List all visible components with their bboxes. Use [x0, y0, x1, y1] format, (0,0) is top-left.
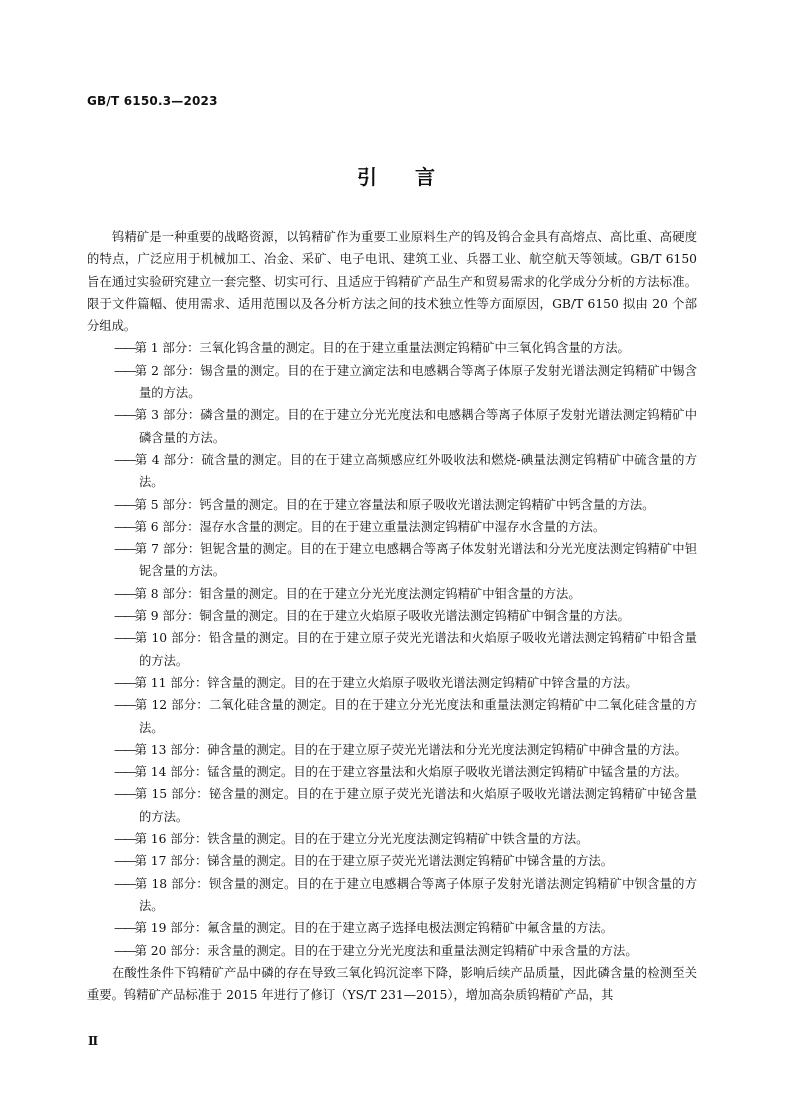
- intro-paragraph: 钨精矿是一种重要的战略资源，以钨精矿作为重要工业原料生产的钨及钨合金具有高熔点、高比重、高硬度的特点，广泛应用于机械加工、冶金、采矿、电子电讯、建筑工业、兵器工业、航空航天等领域。GB/T 6150 旨在通过实验研究建立一套完整、切实可行、且适应于钨精矿产品生产和贸易需求的化学成分分析的方法标准。限于文件篇幅、使用需求、适用范围以及各分析方法之间的技术独立性等方面原因，GB/T 6150 拟由 20 个部分组成。: [87, 230, 697, 334]
- list-item: [87, 694, 697, 739]
- body-text: [87, 226, 697, 1006]
- list-item-text: 第 12 部分：二氧化硅含量的测定。目的在于建立分光光度法和重量法测定钨精矿中二氧化硅含量的方法。: [134, 698, 697, 735]
- list-dash: ——: [114, 408, 135, 423]
- list-dash: ——: [114, 586, 135, 601]
- list-item: [87, 873, 697, 918]
- list-dash: ——: [114, 609, 135, 624]
- list-item-text: 第 8 部分：钼含量的测定。目的在于建立分光光度法测定钨精矿中钼含量的方法。: [134, 586, 581, 601]
- list-item-text: 第 20 部分：汞含量的测定。目的在于建立分光光度法和重量法测定钨精矿中汞含量的方法。: [134, 943, 638, 958]
- list-dash: ——: [114, 765, 135, 780]
- parts-list: [87, 337, 697, 961]
- list-item-text: 第 17 部分：锑含量的测定。目的在于建立原子荧光光谱法测定钨精矿中锑含量的方法。: [134, 854, 614, 869]
- list-item: [87, 850, 697, 872]
- list-item: [87, 605, 697, 627]
- list-item-text: 第 11 部分：锌含量的测定。目的在于建立火焰原子吸收光谱法测定钨精矿中锌含量的方法。: [134, 675, 638, 690]
- list-item-text: 第 6 部分：湿存水含量的测定。目的在于建立重量法测定钨精矿中湿存水含量的方法。: [134, 519, 606, 534]
- list-dash: ——: [114, 363, 135, 378]
- list-item: [87, 583, 697, 605]
- list-item: [87, 538, 697, 583]
- list-item: [87, 783, 697, 828]
- list-item-text: 第 9 部分：铜含量的测定。目的在于建立火焰原子吸收光谱法测定钨精矿中铜含量的方法。: [134, 609, 630, 624]
- list-item: [87, 940, 697, 962]
- list-item: [87, 337, 697, 359]
- list-dash: ——: [114, 787, 135, 802]
- list-item-text: 第 10 部分：铅含量的测定。目的在于建立原子荧光光谱法和火焰原子吸收光谱法测定钨精矿中铅含量的方法。: [134, 631, 697, 668]
- document-code: GB/T 6150.3—2023: [87, 94, 218, 108]
- page-number: Ⅱ: [88, 1034, 99, 1048]
- list-dash: ——: [114, 675, 135, 690]
- list-item: [87, 404, 697, 449]
- page-title: 引言: [357, 165, 473, 189]
- closing-paragraph: 在酸性条件下钨精矿产品中磷的存在导致三氧化钨沉淀率下降，影响后续产品质量，因此磷含量的检测至关重要。钨精矿产品标准于 2015 年进行了修订（YS/T 231—2015），增加高杂质钨精矿产品，其: [87, 965, 697, 1003]
- list-item-text: 第 4 部分：硫含量的测定。目的在于建立高频感应红外吸收法和燃烧-碘量法测定钨精矿中硫含量的方法。: [134, 452, 697, 490]
- list-item: [87, 739, 697, 761]
- list-item-text: 第 13 部分：砷含量的测定。目的在于建立原子荧光光谱法和分光光度法测定钨精矿中砷含量的方法。: [134, 742, 687, 757]
- list-dash: ——: [114, 876, 135, 891]
- list-dash: ——: [114, 341, 135, 356]
- list-item: [87, 627, 697, 672]
- list-item-text: 第 14 部分：锰含量的测定。目的在于建立容量法和火焰原子吸收光谱法测定钨精矿中锰含量的方法。: [134, 765, 687, 780]
- list-item: [87, 449, 697, 494]
- list-dash: ——: [114, 631, 135, 646]
- list-dash: ——: [114, 452, 135, 467]
- list-item-text: 第 1 部分：三氧化钨含量的测定。目的在于建立重量法测定钨精矿中三氧化钨含量的方法。: [134, 341, 630, 356]
- list-item: [87, 761, 697, 783]
- list-item-text: 第 2 部分：锡含量的测定。目的在于建立滴定法和电感耦合等离子体原子发射光谱法测定钨精矿中锡含量的方法。: [134, 363, 697, 401]
- list-item-text: 第 15 部分：铋含量的测定。目的在于建立原子荧光光谱法和火焰原子吸收光谱法测定钨精矿中铋含量的方法。: [134, 787, 697, 824]
- list-dash: ——: [114, 497, 135, 512]
- list-dash: ——: [114, 542, 135, 557]
- list-item: [87, 516, 697, 538]
- list-item-text: 第 3 部分：磷含量的测定。目的在于建立分光光度法和电感耦合等离子体原子发射光谱法测定钨精矿中磷含量的方法。: [134, 408, 697, 445]
- list-dash: ——: [114, 921, 135, 936]
- list-dash: ——: [114, 854, 135, 869]
- list-item: [87, 917, 697, 939]
- list-item-text: 第 7 部分：钽铌含量的测定。目的在于建立电感耦合等离子体发射光谱法和分光光度法测定钨精矿中钽铌含量的方法。: [134, 542, 697, 579]
- list-item: [87, 360, 697, 405]
- list-dash: ——: [114, 742, 135, 757]
- list-dash: ——: [114, 698, 135, 713]
- list-item-text: 第 19 部分：氟含量的测定。目的在于建立离子选择电极法测定钨精矿中氟含量的方法。: [134, 921, 614, 936]
- list-item: [87, 828, 697, 850]
- list-item: [87, 494, 697, 516]
- list-dash: ——: [114, 519, 135, 534]
- list-item-text: 第 18 部分：钡含量的测定。目的在于建立电感耦合等离子体原子发射光谱法测定钨精矿中钡含量的方法。: [134, 876, 697, 913]
- list-item: [87, 672, 697, 694]
- list-dash: ——: [114, 943, 135, 958]
- list-item-text: 第 16 部分：铁含量的测定。目的在于建立分光光度法测定钨精矿中铁含量的方法。: [134, 832, 589, 847]
- list-item-text: 第 5 部分：钙含量的测定。目的在于建立容量法和原子吸收光谱法测定钨精矿中钙含量的方法。: [134, 497, 655, 512]
- list-dash: ——: [114, 832, 135, 847]
